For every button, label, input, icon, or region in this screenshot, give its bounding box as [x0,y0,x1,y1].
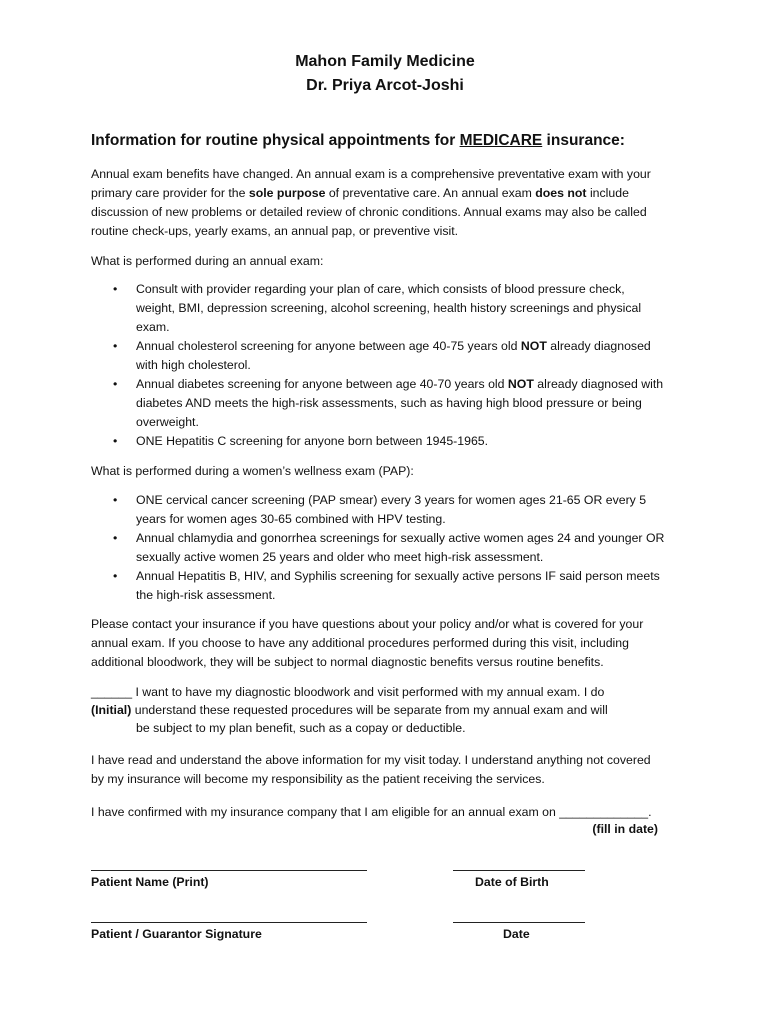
dob-line[interactable] [453,870,585,871]
list-item: • ONE cervical cancer screening (PAP smear) every 3 years for women ages 21-65 OR every 5 years for women ages 30-65 combined with HPV testing. [113,493,647,526]
intro-paragraph [91,165,691,241]
list-item: • Annual diabetes screening for anyone between age 40-70 years old NOT already diagnosed with diabetes AND meets the high-risk assessments, such as having high blood pressure or being overweight. [113,377,664,429]
heading-medicare: MEDICARE [459,132,543,149]
contact-paragraph: Please contact your insurance if you have questions about your policy and/or what is covered for your annual exam. If you choose to have any additional procedures performed during this visit, including additional bloodwork, they will be subject to normal diagnostic benefits versus routine benefits. [91,617,644,669]
annual-section-title: What is performed during an annual exam: [91,254,324,268]
initial-consent-block: ______ I want to have my diagnostic bloodwork and visit performed with my annual exam. I do (Initial) understand these requested procedures will be separate from my annual exam and will be subject to my plan benefit, such as a copay or deductible. [91,685,608,735]
intro-line: discussion of new problems or detailed review of chronic conditions. Annual exams may also be called [91,205,647,219]
bullet-icon: • [113,282,118,296]
heading-prefix: Information for routine physical appointments for [91,132,460,149]
fill-in-date-label: (fill in date) [592,822,658,836]
date-line[interactable] [453,922,585,923]
bullet-icon: • [113,531,118,545]
section-heading [91,132,625,150]
annual-exam-list [91,280,691,451]
list-item: • Annual chlamydia and gonorrhea screenings for sexually active women ages 24 and younger OR sexually active women 25 years and older who meet high-risk assessment. [113,531,665,564]
patient-name-label: Patient Name (Print) [91,875,209,889]
practice-name: Mahon Family Medicine [295,53,475,70]
letterhead [0,50,770,98]
signature-label: Patient / Guarantor Signature [91,927,262,941]
initial-label: (Initial) [91,703,132,717]
wellness-exam-list [91,491,691,605]
doctor-name: Dr. Priya Arcot-Joshi [306,77,464,94]
intro-line: Annual exam benefits have changed. An annual exam is a comprehensive preventative exam with your [91,167,651,181]
list-item: • Consult with provider regarding your plan of care, which consists of blood pressure check, weight, BMI, depression screening, alcohol screening, health history screenings and physical exam. [113,282,642,334]
list-item: • Annual Hepatitis B, HIV, and Syphilis screening for sexually active persons IF said person meets the high-risk assessment. [113,569,660,602]
confirm-eligibility-line[interactable]: I have confirmed with my insurance company that I am eligible for an annual exam on _____________. [91,805,652,819]
list-item: • ONE Hepatitis C screening for anyone born between 1945-1965. [91,432,691,451]
acknowledge-paragraph: I have read and understand the above information for my visit today. I understand anything not covered by my insurance will become my responsibility as the patient receiving the services. [91,753,651,786]
list-item: • Annual cholesterol screening for anyone between age 40-75 years old NOT already diagnosed with high cholesterol. [113,339,651,372]
signature-line[interactable] [91,922,367,923]
bullet-icon: • [113,339,118,353]
patient-name-line[interactable] [91,870,367,871]
initial-blank[interactable]: ______ [91,685,133,699]
date-label: Date [503,927,530,941]
bullet-icon: • [113,377,118,391]
bullet-icon: • [113,493,118,507]
bullet-icon: • [113,434,118,448]
wellness-section-title: What is performed during a women’s wellness exam (PAP): [91,464,414,478]
sole-purpose-emphasis: sole purpose [248,186,326,200]
dob-label: Date of Birth [475,875,549,889]
intro-line: primary care provider for the sole purpose of preventative care. An annual exam does not include [91,186,629,200]
intro-line: routine check-ups, yearly exams, an annual pap, or preventive visit. [91,224,459,238]
does-not-emphasis: does not [535,186,587,200]
heading-suffix: insurance: [542,132,625,149]
bullet-icon: • [113,569,118,583]
